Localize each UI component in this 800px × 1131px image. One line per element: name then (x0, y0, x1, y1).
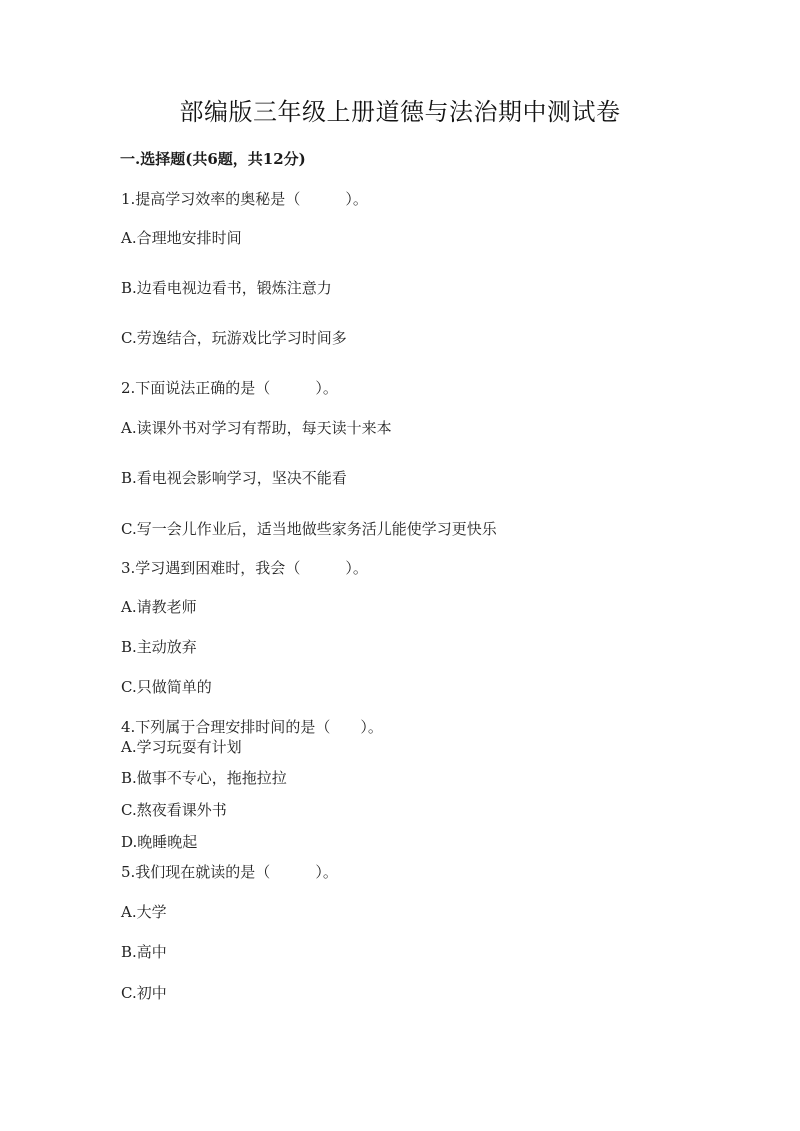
question-1-stem: 1.提高学习效率的奥秘是（ ）。 (121, 190, 368, 208)
question-2-option-a: A.读课外书对学习有帮助，每天读十来本 (121, 419, 392, 437)
question-4-stem: 4.下列属于合理安排时间的是（ ）。 (121, 718, 383, 736)
question-2-option-c: C.写一会儿作业后，适当地做些家务活儿能使学习更快乐 (121, 520, 497, 538)
question-5-option-c: C.初中 (121, 984, 167, 1002)
question-4-option-c: C.熬夜看课外书 (121, 801, 227, 819)
question-4-option-b: B.做事不专心，拖拖拉拉 (121, 769, 287, 787)
question-3-option-b: B.主动放弃 (121, 638, 197, 656)
exam-title: 部编版三年级上册道德与法治期中测试卷 (179, 98, 621, 126)
question-3-stem: 3.学习遇到困难时，我会（ ）。 (121, 559, 368, 577)
question-5-option-a: A.大学 (121, 903, 167, 921)
question-3-option-c: C.只做简单的 (121, 678, 212, 696)
section-heading: 一.选择题(共6题，共12分) (120, 150, 306, 168)
question-1-option-b: B.边看电视边看书，锻炼注意力 (121, 279, 332, 297)
question-4-option-d: D.晚睡晚起 (121, 833, 198, 851)
question-5-option-b: B.高中 (121, 943, 167, 961)
question-1-option-c: C.劳逸结合，玩游戏比学习时间多 (121, 329, 347, 347)
question-5-stem: 5.我们现在就读的是（ ）。 (121, 863, 338, 881)
question-3-option-a: A.请教老师 (121, 598, 197, 616)
question-4-option-a: A.学习玩耍有计划 (121, 738, 242, 756)
question-2-stem: 2.下面说法正确的是（ ）。 (121, 379, 338, 397)
question-2-option-b: B.看电视会影响学习，坚决不能看 (121, 469, 347, 487)
question-1-option-a: A.合理地安排时间 (121, 229, 242, 247)
